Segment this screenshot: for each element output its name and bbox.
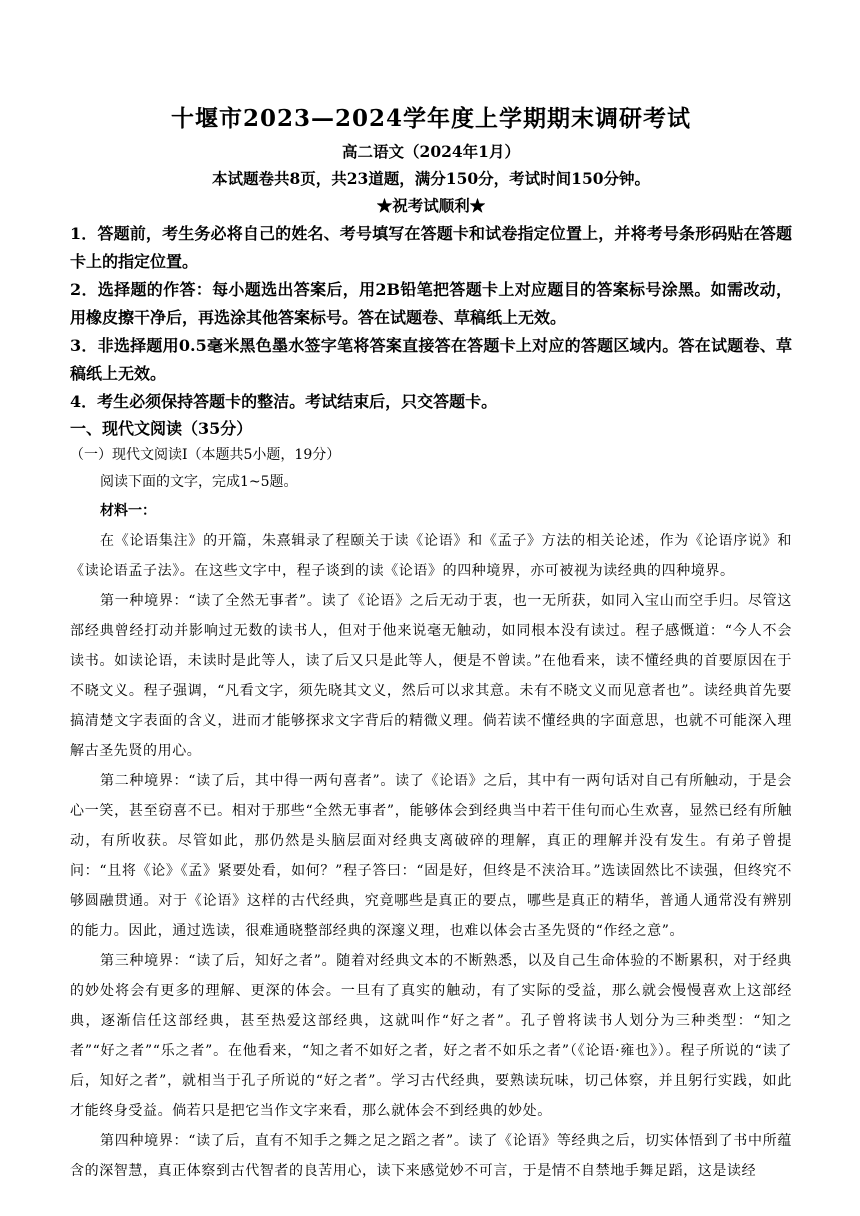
good-luck-line: ★祝考试顺利★ bbox=[376, 196, 486, 215]
exam-notes bbox=[70, 220, 792, 416]
passage-body bbox=[70, 526, 792, 1186]
passage-paragraph: 第四种境界：“读了后，直有不知手之舞之足之蹈之者”。读了《论语》等经典之后，切实体悟到了书中所蕴含的深智慧，真正体察到古代智者的良苦用心，读下来感觉妙不可言，于是情不自禁地手舞足蹈，这是读经 bbox=[70, 1133, 792, 1179]
page-title: 十堰市2023—2024学年度上学期期末调研考试 bbox=[170, 105, 692, 132]
material-label: 材料一： bbox=[100, 503, 156, 519]
note-item: 3．非选择题用0.5毫米黑色墨水签字笔将答案直接答在答题卡上对应的答题区域内。答在试题卷、草稿纸上无效。 bbox=[70, 336, 792, 383]
exam-info: 本试题卷共8页，共23道题，满分150分，考试时间150分钟。 bbox=[211, 169, 651, 188]
note-item: 2．选择题的作答：每小题选出答案后，用2B铅笔把答题卡上对应题目的答案标号涂黑。如需改动，用橡皮擦干净后，再选涂其他答案标号。答在试题卷、草稿纸上无效。 bbox=[70, 280, 792, 327]
passage-paragraph: 第三种境界：“读了后，知好之者”。随着对经典文本的不断熟悉，以及自己生命体验的不断累积，对于经典的妙处将会有更多的理解、更深的体会。一旦有了真实的触动，有了实际的受益，那么就会慢慢喜欢上这部经典，逐渐信任这部经典，甚至热爱这部经典，这就叫作“好之者”。孔子曾将读书人划分为三种类型：“知之者”“好之者”“乐之者”。在他看来，“知之者不如好之者，好之者不如乐之者”（《论语·雍也》）。程子所说的“读了后，知好之者”，就相当于孔子所说的“好之者”。学习古代经典，要熟读玩味，切己体察，并且躬行实践，如此才能终身受益。倘若只是把它当作文字来看，那么就体会不到经典的妙处。 bbox=[70, 953, 792, 1119]
passage-paragraph: 第二种境界：“读了后，其中得一两句喜者”。读了《论语》之后，其中有一两句话对自己有所触动，于是会心一笑，甚至窃喜不已。相对于那些“全然无事者”，能够体会到经典当中若干佳句而心生欢喜，显然已经有所触动，有所收获。尽管如此，那仍然是头脑层面对经典支离破碎的理解，真正的理解并没有发生。有弟子曾提问：“且将《论》《孟》紧要处看，如何？”程子答曰：“固是好，但终是不浃洽耳。”选读固然比不读强，但终究不够圆融贯通。对于《论语》这样的古代经典，究竟哪些是真正的要点，哪些是真正的精华，普通人通常没有辨别的能力。因此，通过选读，很难通晓整部经典的深邃义理，也难以体会古圣先贤的“作经之意”。 bbox=[70, 773, 792, 939]
reading-instruction: 阅读下面的文字，完成1~5题。 bbox=[100, 474, 298, 490]
sub-section-heading: （一）现代文阅读Ⅰ（本题共5小题，19分） bbox=[70, 447, 341, 463]
passage-paragraph: 在《论语集注》的开篇，朱熹辑录了程颐关于读《论语》和《孟子》方法的相关论述，作为《论语序说》和《读论语孟子法》。在这些文字中，程子谈到的读《论语》的四种境界，亦可被视为读经典的四种境界。 bbox=[70, 533, 792, 579]
exam-page bbox=[70, 100, 792, 1186]
note-item: 4．考生必须保持答题卡的整洁。考试结束后，只交答题卡。 bbox=[70, 392, 498, 411]
section-heading: 一、现代文阅读（35分） bbox=[70, 419, 253, 438]
subject-line: 高二语文（2024年1月） bbox=[342, 142, 520, 161]
passage-paragraph: 第一种境界：“读了全然无事者”。读了《论语》之后无动于衷，也一无所获，如同入宝山而空手归。尽管这部经典曾经打动并影响过无数的读书人，但对于他来说毫无触动，如同根本没有读过。程子感慨道：“今人不会读书。如读论语，未读时是此等人，读了后又只是此等人，便是不曾读。”在他看来，读不懂经典的首要原因在于不晓文义。程子强调，“凡看文字，须先晓其文义，然后可以求其意。未有不晓文义而见意者也”。读经典首先要搞清楚文字表面的含义，进而才能够探求文字背后的精微义理。倘若读不懂经典的字面意思，也就不可能深入理解古圣先贤的用心。 bbox=[70, 593, 792, 759]
note-item: 1．答题前，考生务必将自己的姓名、考号填写在答题卡和试卷指定位置上，并将考号条形码贴在答题卡上的指定位置。 bbox=[70, 224, 792, 271]
